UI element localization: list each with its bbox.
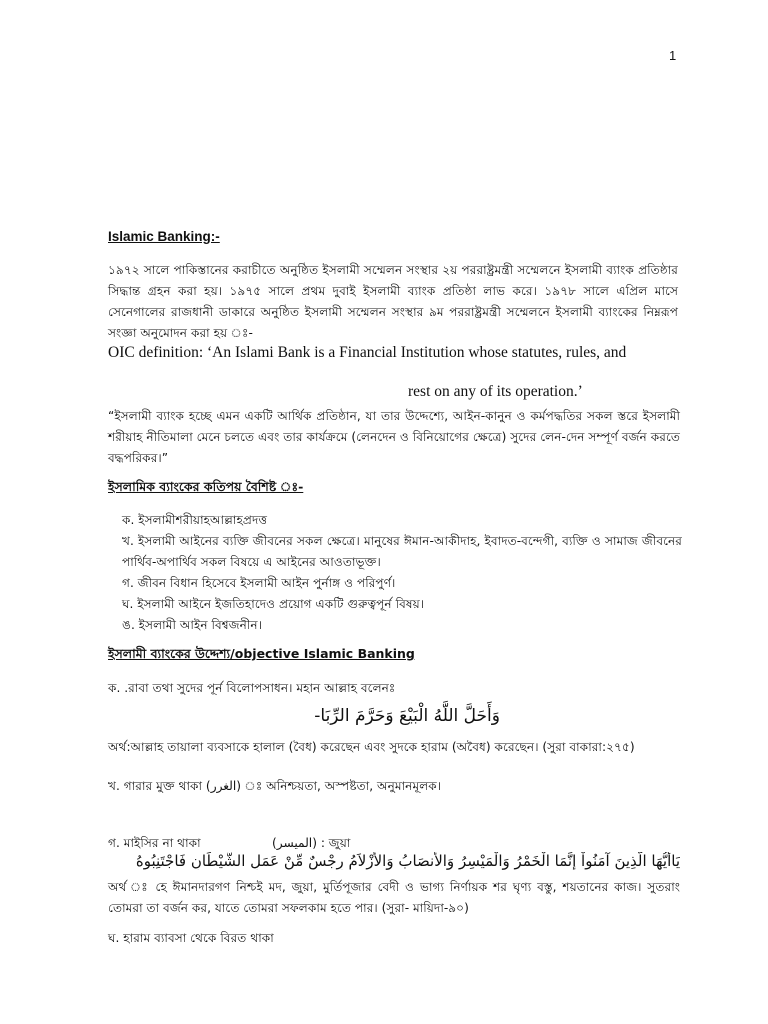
page-number: 1: [669, 48, 677, 63]
objective-ka-meaning: অর্থ:আল্লাহ তায়ালা ব্যবসাকে হালাল (বৈধ) করেছেন এবং সুদকে হারাম (অবৈধ) করেছেন। (সুরা বাকারা:২৭৫): [108, 740, 635, 754]
objective-ga-label: গ. মাইসির না থাকা: [108, 836, 201, 850]
feature-item: ঙ. ইসলামী আইন বিশ্বজনীন।: [122, 618, 263, 632]
section-title: Islamic Banking:-: [108, 229, 220, 244]
features-list: [122, 510, 682, 636]
oic-definition-line-2: rest on any of its operation.’: [408, 383, 583, 400]
feature-item: গ. জীবন বিধান হিসেবে ইসলামী আইন পুর্নাঙ্গ ও পরিপুর্ণ।: [122, 576, 396, 590]
objective-ka: ক. .রাবা তথা সুদের পূর্ন বিলোপসাধন। মহান আল্লাহ বলেনঃ: [108, 681, 396, 695]
bangla-definition: “ইসলামী ব্যাংক হচ্ছে এমন একটি আর্থিক প্রতিষ্ঠান, যা তার উদ্দেশ্যে, আইন-কানুন ও কর্মপদ্ধতির সকল স্তরে ইসলামী শরীয়াহ নীতিমালা মেনে চলতে এবং তার কার্যক্রমে (লেনদেন ও বিনিয়োগের ক্ষেত্রে) সুদের লেন-দেন সম্পূর্ণ বর্জন করতে বদ্ধপরিকর।”: [108, 409, 680, 465]
objective-gha: ঘ. হারাম ব্যাবসা থেকে বিরত থাকা: [108, 931, 274, 945]
objective-kha: খ. গারার মুক্ত থাকা (الغرر) ঃ অনিশ্চয়তা, অস্পষ্টতা, অনুমানমূলক।: [108, 779, 442, 793]
objective-heading: ইসলামী ব্যাংকের উদ্দেশ্য/objective Islamic Banking: [108, 646, 415, 661]
feature-item: খ. ইসলামী আইনের ব্যক্তি জীবনের সকল ক্ষেত্রে। মানুষের ঈমান-আকীদাহ, ইবাদত-বন্দেগী, ব্যক্তি ও সামাজ জীবনের পার্থিব-অপার্থিব সকল বিষয়ে এ আইনের আওতাভূক্ত।: [122, 534, 682, 569]
features-heading: ইসলামিক ব্যাংকের কতিপয় বৈশিষ্ট ঃ-: [108, 479, 304, 494]
arabic-verse-maidah: يَاأَيُّهَا الَّذِينَ آمَنُواْ إِنَّمَا الْخَمْرُ وَالْمَيْسِرُ وَالأَنصَابُ وَالأَزْلاَمُ رِجْسٌ مِّنْ عَمَلِ الشَّيْطَانِ فَاجْتَنِبُوهُ: [135, 852, 680, 870]
oic-definition-line-1: OIC definition: ‘An Islami Bank is a Financial Institution whose statutes, rules, and: [108, 344, 627, 361]
objective-ga-arabic-term: (الميسر) : জুয়া: [272, 836, 351, 850]
intro-paragraph: ১৯৭২ সালে পাকিস্তানের করাচীতে অনুষ্ঠিত ইসলামী সম্মেলন সংস্থার ২য় পররাষ্ট্রমন্ত্রী সম্মেলনে ইসলামী ব্যাংক প্রতিষ্ঠার সিদ্ধান্ত গ্রহন করা হয়। ১৯৭৫ সালে প্রথম দুবাই ইসলামী ব্যাংক প্রতিষ্ঠা লাভ করে। ১৯৭৮ সালে এপ্রিল মাসে সেনেগালের রাজধানী ডাকারে অনুষ্ঠিত ইসলামী সম্মেলন সংস্থার ৯ম পররাষ্ট্রমন্ত্রী সম্মেলনে ইসলামী ব্যাংকের নিম্নরূপ সংজ্ঞা অনুমোদন করা হয় ঃ-: [108, 263, 678, 340]
arabic-verse-riba: وَأَحَلَّ اللَّهُ الْبَيْعَ وَحَرَّمَ الرِّبَا-: [314, 706, 500, 726]
objective-ga-meaning: অর্থ ঃ হে ঈমানদারগণ নিশ্চই মদ, জুয়া, মুর্তিপূজার বেদী ও ভাগ্য নির্ণায়ক শর ঘৃণ্য বস্তু, শয়তানের কাজ। সুতরাং তোমরা তা বর্জন কর, যাতে তোমরা সফলকাম হতে পার। (সুরা- মায়িদা-৯০): [108, 880, 680, 915]
feature-item: ক. ইসলামীশরীয়াহআল্লাহপ্রদত্ত: [122, 513, 268, 527]
feature-item: ঘ. ইসলামী আইনে ইজতিহাদেও প্রয়োগ একটি গুরুত্বপূর্ন বিষয়।: [122, 597, 425, 611]
